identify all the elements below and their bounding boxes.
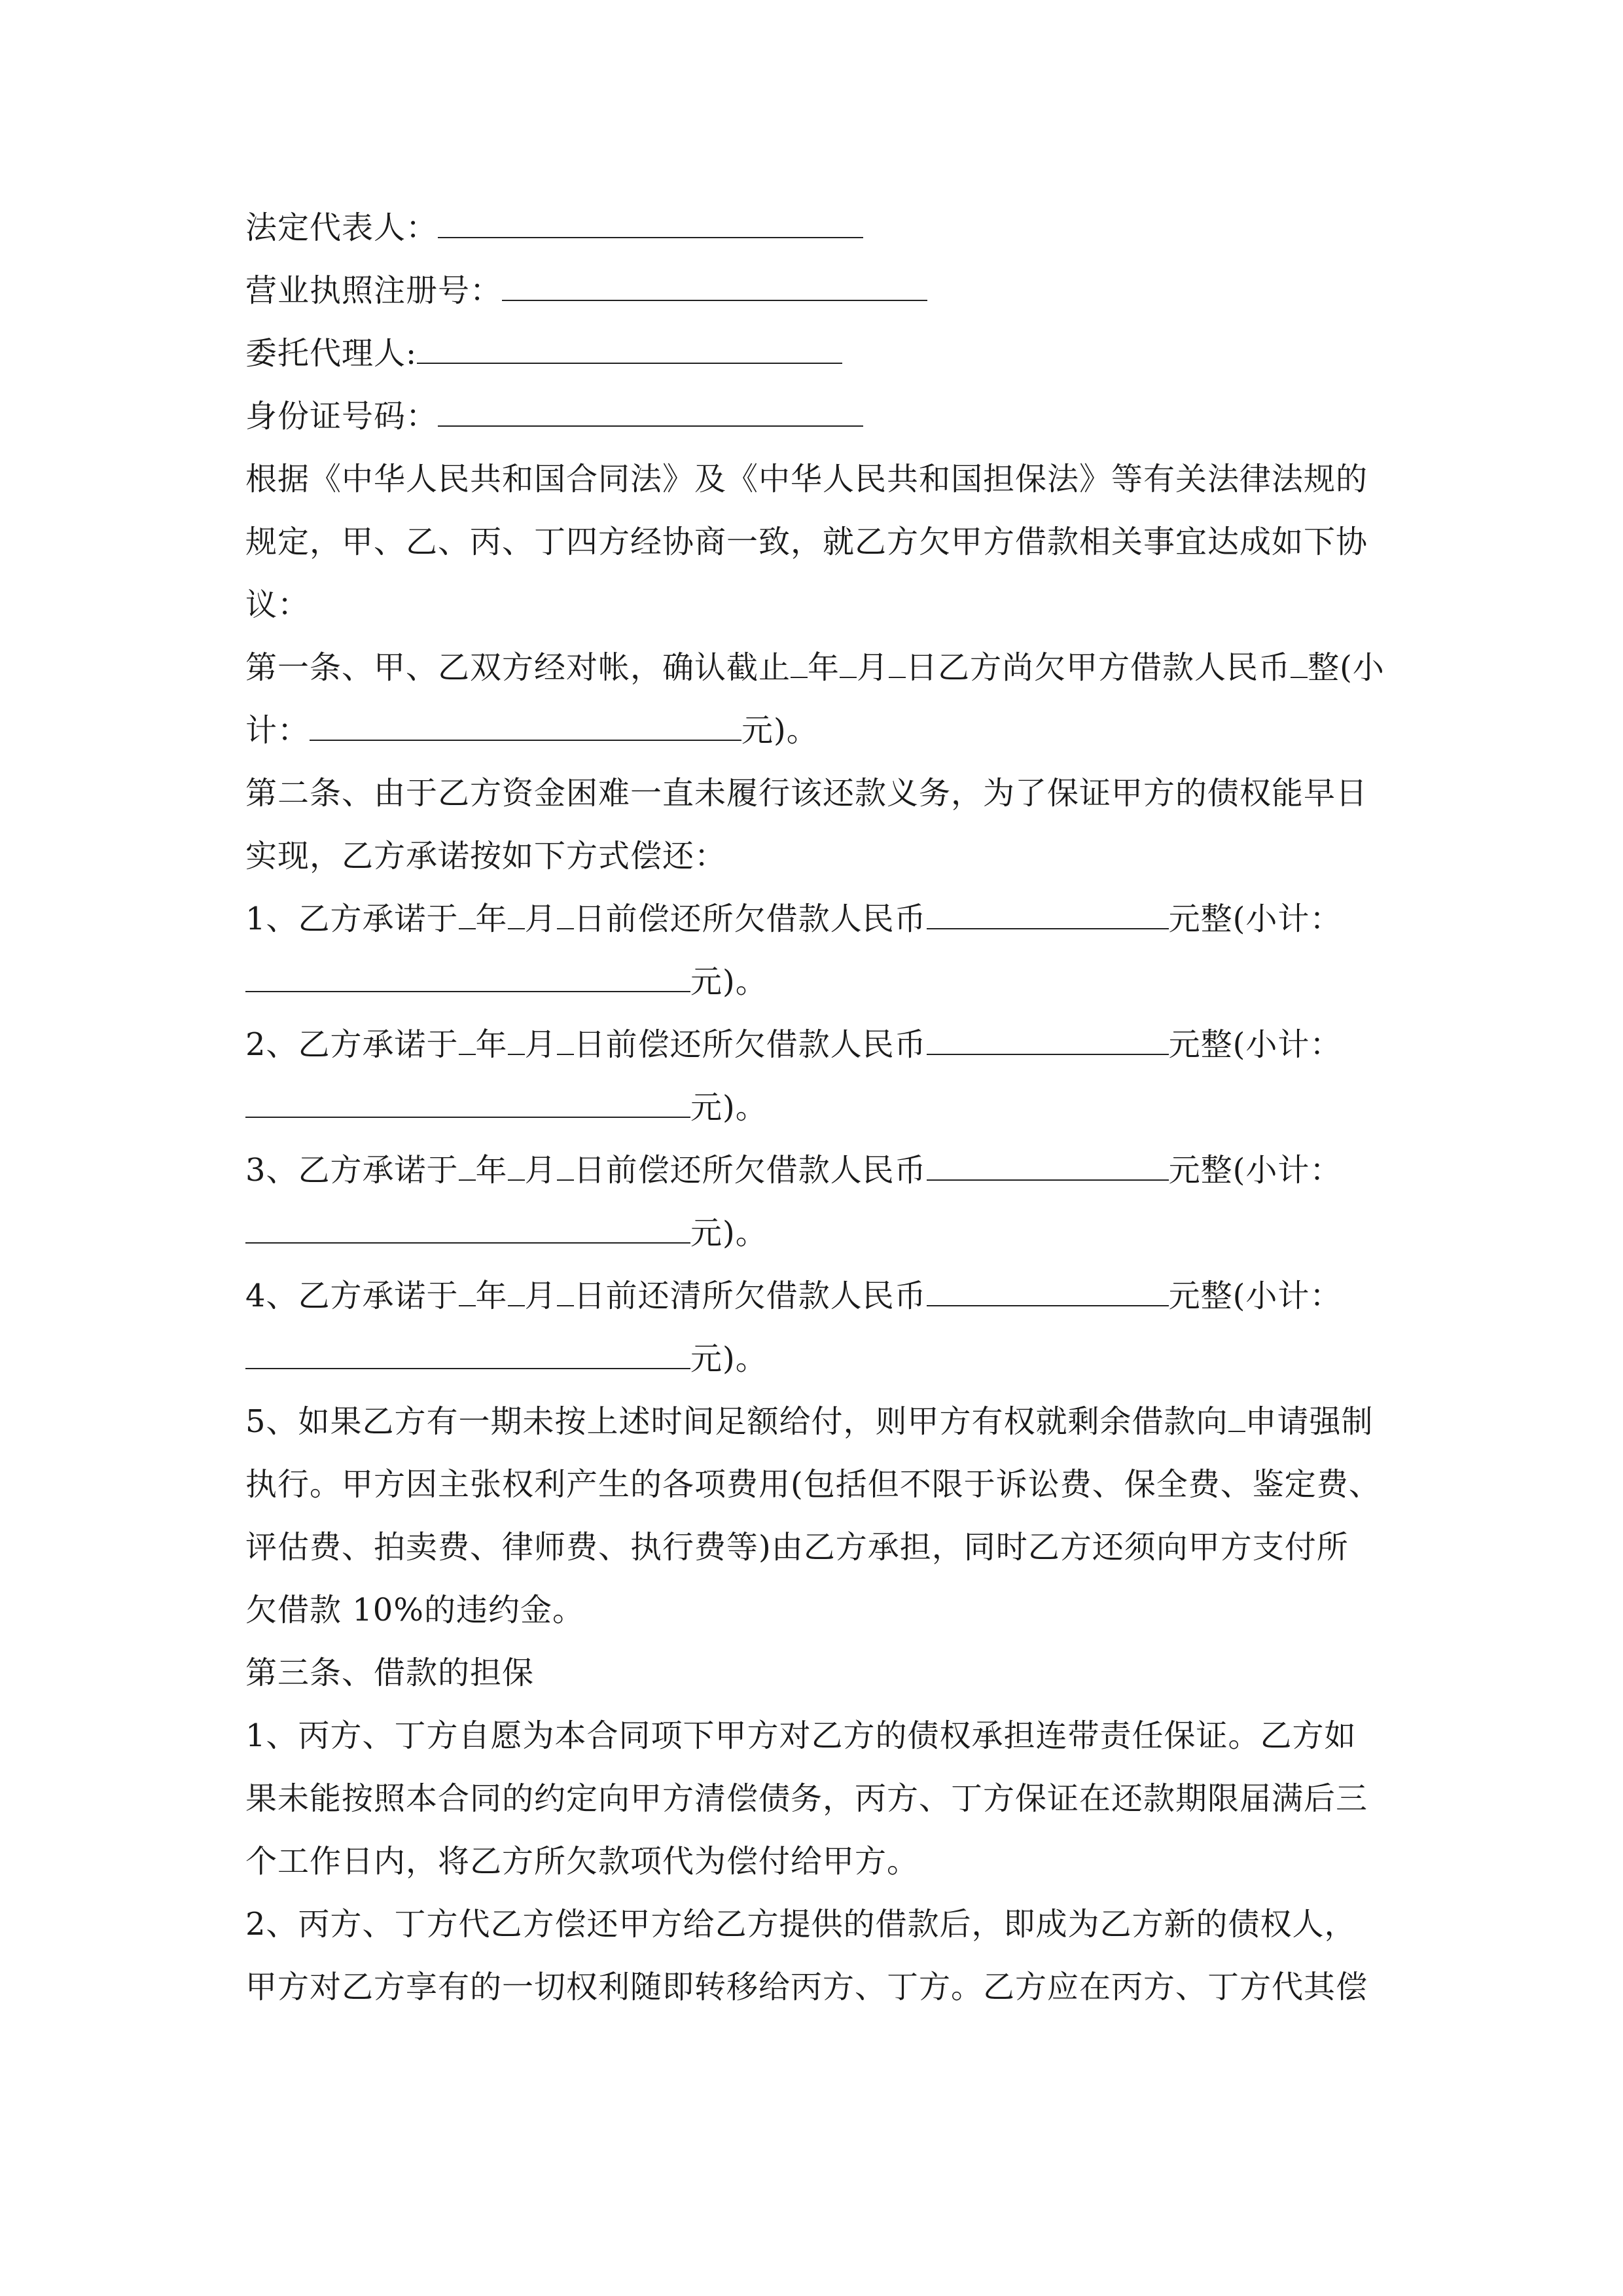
article-2-line-2: 实现，乙方承诺按如下方式偿还： [245, 838, 727, 874]
item-text: 5、如果乙方有一期未按上述时间足额给付，则甲方有权就剩余借款向 [245, 1403, 1228, 1440]
agent-label: 委托代理人: [245, 335, 418, 372]
date-blank[interactable] [459, 899, 476, 929]
year-label: 年 [808, 649, 840, 686]
legal-representative-line [245, 208, 863, 247]
yuan-label: 元)。 [741, 712, 819, 749]
subtotal-blank[interactable] [245, 962, 690, 992]
month-label: 月 [524, 1278, 557, 1314]
yuan-label: 元)。 [690, 1340, 768, 1377]
subtotal-blank[interactable] [245, 1088, 690, 1118]
month-label: 月 [524, 901, 557, 937]
preamble-line-2: 规定，甲、乙、丙、丁四方经协商一致，就乙方欠甲方借款相关事宜达成如下协 [245, 524, 1368, 560]
amount-blank[interactable] [1291, 648, 1308, 678]
month-label: 月 [857, 649, 889, 686]
item-3-line-2 [245, 1213, 768, 1253]
article-3-item-2-line-1: 2、丙方、丁方代乙方偿还甲方给乙方提供的借款后，即成为乙方新的债权人， [245, 1906, 1357, 1943]
article-1-line-1 [245, 648, 1385, 687]
court-blank[interactable] [1228, 1402, 1245, 1432]
year-label: 年 [475, 901, 508, 937]
article-1-line-2 [245, 711, 819, 750]
article-1-text: 整(小 [1308, 649, 1385, 686]
item-text: 元整(小计： [1168, 1026, 1342, 1063]
date-blank[interactable] [791, 648, 808, 678]
date-blank[interactable] [459, 1025, 476, 1055]
item-2-line-2 [245, 1088, 768, 1127]
preamble-line-1: 根据《中华人民共和国合同法》及《中华人民共和国担保法》等有关法律法规的 [245, 461, 1368, 497]
article-1-text: 日乙方尚欠甲方借款人民币 [906, 649, 1291, 686]
article-3-item-2-line-2: 甲方对乙方享有的一切权利随即转移给丙方、丁方。乙方应在丙方、丁方代其偿 [245, 1969, 1368, 2005]
year-label: 年 [475, 1026, 508, 1063]
date-blank[interactable] [889, 648, 906, 678]
legal-representative-blank[interactable] [438, 208, 863, 238]
item-5-line-2: 执行。甲方因主张权利产生的各项费用(包括但不限于诉讼费、保全费、鉴定费、 [245, 1466, 1381, 1503]
item-5-line-3: 评估费、拍卖费、律师费、执行费等)由乙方承担，同时乙方还须向甲方支付所 [245, 1529, 1349, 1566]
agent-line [245, 334, 842, 373]
date-blank[interactable] [508, 1025, 525, 1055]
item-text: 元整(小计： [1168, 901, 1342, 937]
article-3-item-1-line-2: 果未能按照本合同的约定向甲方清偿债务，丙方、丁方保证在还款期限届满后三 [245, 1780, 1368, 1817]
business-license-label: 营业执照注册号： [245, 272, 503, 309]
item-4-line-1 [245, 1276, 1342, 1316]
article-1-text: 第一条、甲、乙双方经对帐，确认截止 [245, 649, 791, 686]
item-2-line-1 [245, 1025, 1342, 1064]
article-2-line-1: 第二条、由于乙方资金困难一直未履行该还款义务，为了保证甲方的债权能早日 [245, 775, 1368, 812]
year-label: 年 [475, 1278, 508, 1314]
date-blank[interactable] [508, 899, 525, 929]
month-label: 月 [524, 1026, 557, 1063]
date-blank[interactable] [508, 1151, 525, 1181]
yuan-label: 元)。 [690, 1215, 768, 1251]
date-blank[interactable] [459, 1276, 476, 1306]
subtotal-blank[interactable] [310, 711, 741, 741]
id-number-label: 身份证号码： [245, 398, 438, 435]
item-text: 2、乙方承诺于 [245, 1026, 459, 1063]
date-blank[interactable] [557, 1276, 574, 1306]
month-label: 月 [524, 1152, 557, 1189]
article-3-heading: 第三条、借款的担保 [245, 1655, 535, 1691]
item-text: 申请强制 [1245, 1403, 1374, 1440]
item-text: 元整(小计： [1168, 1152, 1342, 1189]
item-text: 日前还清所欠借款人民币 [573, 1278, 927, 1314]
item-text: 元整(小计： [1168, 1278, 1342, 1314]
item-text: 日前偿还所欠借款人民币 [573, 901, 927, 937]
date-blank[interactable] [459, 1151, 476, 1181]
subtotal-label: 计： [245, 712, 310, 749]
date-blank[interactable] [557, 1025, 574, 1055]
item-4-line-2 [245, 1339, 768, 1378]
amount-blank[interactable] [927, 1025, 1169, 1055]
item-1-line-1 [245, 899, 1342, 939]
item-text: 3、乙方承诺于 [245, 1152, 459, 1189]
id-number-blank[interactable] [438, 397, 863, 427]
yuan-label: 元)。 [690, 963, 768, 1000]
subtotal-blank[interactable] [245, 1213, 690, 1244]
date-blank[interactable] [557, 899, 574, 929]
amount-blank[interactable] [927, 899, 1169, 929]
subtotal-blank[interactable] [245, 1339, 690, 1369]
date-blank[interactable] [840, 648, 857, 678]
item-text: 日前偿还所欠借款人民币 [573, 1152, 927, 1189]
date-blank[interactable] [557, 1151, 574, 1181]
item-5-line-4: 欠借款 10%的违约金。 [245, 1592, 584, 1628]
date-blank[interactable] [508, 1276, 525, 1306]
agent-blank[interactable] [417, 334, 842, 364]
business-license-line [245, 271, 927, 310]
legal-representative-label: 法定代表人： [245, 209, 438, 246]
item-text: 1、乙方承诺于 [245, 901, 459, 937]
id-number-line [245, 397, 863, 436]
amount-blank[interactable] [927, 1151, 1169, 1181]
business-license-blank[interactable] [502, 271, 927, 301]
amount-blank[interactable] [927, 1276, 1169, 1306]
item-1-line-2 [245, 962, 768, 1001]
yuan-label: 元)。 [690, 1089, 768, 1126]
year-label: 年 [475, 1152, 508, 1189]
item-3-line-1 [245, 1151, 1342, 1190]
item-text: 4、乙方承诺于 [245, 1278, 459, 1314]
item-text: 日前偿还所欠借款人民币 [573, 1026, 927, 1063]
article-3-item-1-line-1: 1、丙方、丁方自愿为本合同项下甲方对乙方的债权承担连带责任保证。乙方如 [245, 1717, 1357, 1754]
item-5-line-1 [245, 1402, 1374, 1441]
preamble-line-3: 议： [245, 586, 310, 623]
article-3-item-1-line-3: 个工作日内，将乙方所欠款项代为偿付给甲方。 [245, 1843, 919, 1880]
